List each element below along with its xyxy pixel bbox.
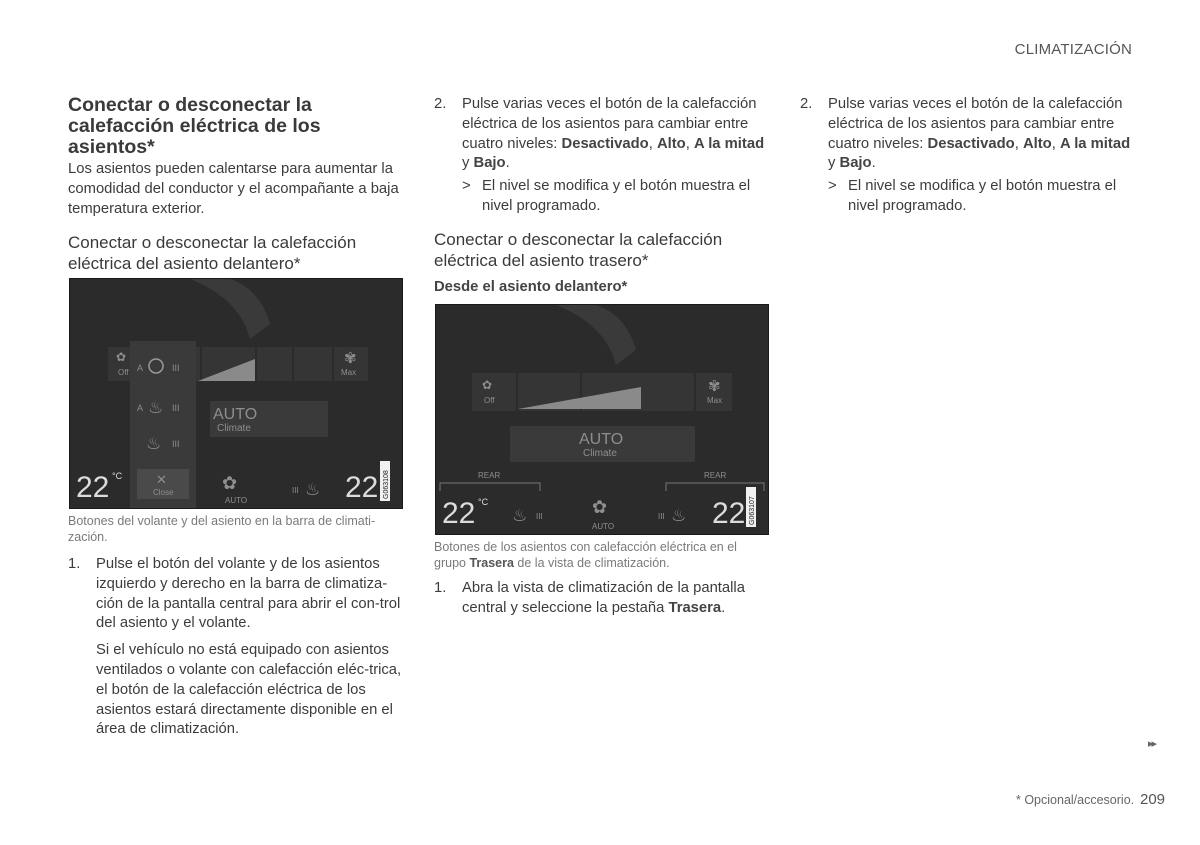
svg-text:°C: °C: [478, 497, 489, 507]
svg-text:AUTO: AUTO: [225, 496, 248, 505]
svg-text:✿: ✿: [592, 497, 608, 517]
column-right: [800, 95, 1136, 217]
svg-text:AUTO: AUTO: [213, 406, 258, 423]
temperature-left[interactable]: 22: [76, 471, 110, 504]
svg-text:Climate: Climate: [217, 423, 251, 434]
svg-text:Off: Off: [118, 368, 129, 377]
section-header: CLIMATIZACIÓN: [1014, 41, 1132, 58]
svg-text:✿: ✿: [482, 378, 493, 392]
svg-text:Max: Max: [707, 396, 723, 405]
section-heading-front: Conectar o desconectar la calefacción eléctrica del asiento delantero*: [68, 233, 357, 274]
svg-text:✾: ✾: [344, 350, 357, 367]
svg-text:✿: ✿: [222, 473, 238, 493]
page-title: Conectar o desconectar la calefacción eléctrica de los asientos*: [68, 94, 321, 158]
step-2-rear: 2. Pulse varias veces el botón de la calefacción eléctrica de los asientos para cambiar entre cuatro niveles: Desactivado, Alto, A la mitad y Bajo.: [800, 96, 1131, 172]
svg-text:Off: Off: [484, 396, 495, 405]
svg-text:♨: ♨: [148, 398, 164, 417]
section-heading-rear: Conectar o desconectar la calefacción eléctrica del asiento trasero*: [434, 229, 723, 270]
svg-text:✕: ✕: [156, 472, 167, 487]
column-middle: [434, 95, 770, 295]
right-seat-heat-icon[interactable]: ♨: [305, 480, 321, 499]
step-2: 2. Pulse varias veces el botón de la calefacción eléctrica de los asientos para cambiar entre cuatro niveles: Desactivado, Alto, A la mitad y Bajo.: [434, 96, 765, 172]
temperature-right[interactable]: 22: [712, 497, 746, 530]
step-2-result: > El nivel se modifica y el botón muestra el nivel programado.: [462, 178, 751, 214]
footnote: * Opcional/accesorio.: [1016, 793, 1135, 807]
front-seat-climate-figure: [69, 278, 403, 509]
svg-text:III: III: [658, 512, 665, 521]
svg-text:♨: ♨: [146, 434, 162, 453]
svg-text:III: III: [536, 512, 543, 521]
svg-text:III: III: [172, 439, 180, 449]
svg-text:✿: ✿: [116, 350, 127, 364]
figure-caption-rear: Botones de los asientos con calefacción eléctrica en el grupo Trasera de la vista de climatización.: [434, 540, 737, 570]
step-1-rear: 1. Abra la vista de climatización de la pantalla central y seleccione la pestaña Trasera.: [434, 580, 745, 616]
svg-text:G063108: G063108: [383, 470, 390, 499]
column-left: [68, 95, 402, 274]
rear-right-seat-heat-icon[interactable]: ♨: [671, 506, 687, 525]
rear-seat-climate-figure: [435, 304, 769, 535]
fan-max-icon[interactable]: [707, 378, 722, 405]
svg-text:AUTO: AUTO: [592, 522, 615, 531]
figure-caption-front: Botones del volante y del asiento en la barra de climati-zación.: [68, 514, 376, 544]
svg-text:III: III: [172, 363, 180, 373]
step-1: 1. Pulse el botón del volante y de los asientos izquierdo y derecho en la barra de climatiza-ción de la pantalla central para abrir el con-trol del asiento y el volante.: [68, 556, 401, 632]
svg-text:A: A: [137, 363, 144, 373]
intro-paragraph: Los asientos pueden calentarse para aumentar la comodidad del conductor y el acompañante a baja temperatura exterior.: [68, 161, 399, 217]
rear-steps: [434, 579, 770, 619]
temperature-left[interactable]: 22: [442, 497, 476, 530]
step-2-rear-result: > El nivel se modifica y el botón muestra el nivel programado.: [828, 178, 1117, 214]
rear-left-seat-heat-icon[interactable]: ♨: [512, 506, 528, 525]
continued-arrows-icon: ▸▸: [1148, 738, 1156, 750]
svg-text:G063107: G063107: [749, 496, 756, 525]
svg-text:AUTO: AUTO: [579, 431, 624, 448]
front-steps: [68, 555, 402, 740]
svg-text:A: A: [137, 403, 144, 413]
svg-text:REAR: REAR: [704, 471, 727, 480]
svg-text:Climate: Climate: [583, 448, 617, 459]
subheading-from-front-seat: Desde el asiento delantero*: [434, 278, 628, 295]
svg-text:REAR: REAR: [478, 471, 501, 480]
step-1-note: Si el vehículo no está equipado con asientos ventilados o volante con calefacción eléc-trica, el botón de la calefacción eléctrica de los asientos estará directamente disponible en el área de climatización.: [96, 642, 402, 738]
svg-text:✾: ✾: [708, 378, 721, 395]
svg-text:III: III: [292, 486, 299, 495]
svg-text:Max: Max: [341, 368, 357, 377]
svg-text:Close: Close: [153, 488, 174, 497]
temperature-right[interactable]: 22: [345, 471, 379, 504]
svg-text:III: III: [172, 403, 180, 413]
page-number: 209: [1140, 791, 1166, 808]
svg-text:°C: °C: [112, 471, 123, 481]
fan-max-icon[interactable]: [341, 350, 357, 377]
